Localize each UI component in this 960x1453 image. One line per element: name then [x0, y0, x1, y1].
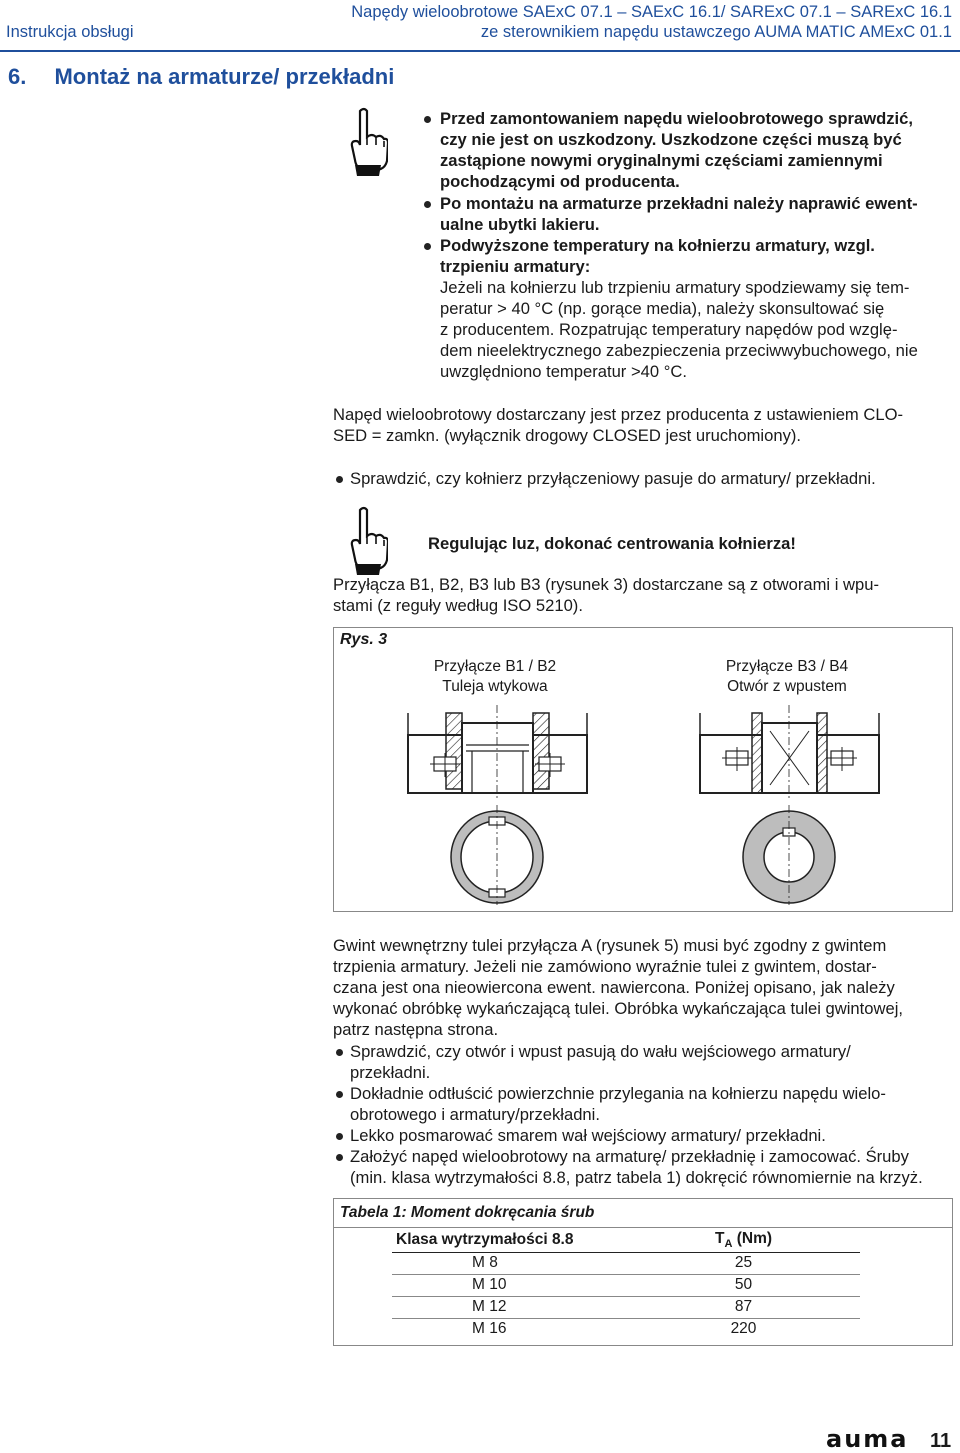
text-line: SED = zamkn. (wyłącznik drogowy CLOSED jest uruchomiony). [333, 426, 802, 445]
text-line: Sprawdzić, czy otwór i wpust pasują do wału wejściowego armatury/ [350, 1042, 851, 1061]
flange-check-bullet: Sprawdzić, czy kołnierz przyłączeniowy pasuje do armatury/ przekładni. [350, 469, 876, 488]
table-row [392, 1252, 860, 1274]
text-line: trzpienia armatury. Jeżeli nie zamówiono wyraźnie tulei z gwintem, dostar- [333, 957, 877, 976]
text-line: stami (z reguły według ISO 5210). [333, 596, 583, 615]
torque-unit: (Nm) [732, 1229, 773, 1247]
bullet-dot [336, 1091, 343, 1098]
text-line: Tuleja wtykowa [442, 678, 548, 695]
pointing-hand-icon [346, 506, 388, 576]
plug-sleeve-drawing [400, 705, 595, 905]
text-line: Napęd wieloobrotowy dostarczany jest przez producenta z ustawieniem CLO- [333, 405, 903, 424]
text-line: czana jest ona nieowiercona ewent. nawiercona. Poniżej opisano, jak należy [333, 978, 895, 997]
text-line: Otwór z wpustem [727, 678, 847, 695]
text-line: Przyłącze B1 / B2 [433, 658, 557, 675]
table-row [392, 1318, 860, 1340]
header-product-line2: ze sterownikiem napędu ustawczego AUMA MATIC AMExC 01.1 [480, 23, 952, 41]
bullet-dot [424, 201, 431, 208]
bullet-dot [424, 116, 431, 123]
table-caption: Tabela 1: Moment dokręcania śrub [340, 1204, 595, 1221]
text-line: Gwint wewnętrzny tulei przyłącza A (rysunek 5) musi być zgodny z gwintem [333, 936, 887, 955]
text-line: Po montażu na armaturze przekładni należy naprawić ewent- [440, 194, 918, 213]
text-line: uwzględniono temperatur >40 °C. [440, 362, 687, 381]
table-row [392, 1274, 860, 1296]
factory-setting-paragraph [333, 404, 903, 446]
step-check-bore [350, 1041, 851, 1083]
text-line: (min. klasa wytrzymałości 8.8, patrz tabela 1) dokręcić równomiernie na krzyż. [350, 1168, 923, 1187]
text-line: Jeżeli na kołnierzu lub trzpieniu armatury spodziewamy się tem- [440, 278, 910, 297]
text-line: dem nieelektrycznego zabezpieczenia przeciwwybuchowego, nie [440, 341, 918, 360]
bullet-dot [336, 476, 343, 483]
pointing-hand-icon [346, 107, 388, 177]
torque-value: 25 [734, 1254, 753, 1271]
table-header-row [392, 1228, 860, 1252]
text-line: pochodzącymi od producenta. [440, 172, 680, 191]
header-rule [0, 50, 960, 52]
bolt-size: M 12 [472, 1298, 507, 1315]
section-number: 6. [8, 64, 27, 89]
step-degrease [350, 1083, 886, 1125]
text-line: Lekko posmarować smarem wał wejściowy armatury/ przekładni. [350, 1126, 826, 1145]
torque-table [392, 1228, 860, 1340]
header-product-line1: Napędy wieloobrotowe SAExC 07.1 – SAExC 16.1/ SARExC 07.1 – SARExC 16.1 [351, 3, 952, 21]
bullet-dot [424, 243, 431, 250]
text-line: wykonać obróbkę wykańczającą tulei. Obróbka wykańczająca tulei gwintowej, [333, 999, 904, 1018]
text-line: z producentem. Rozpatrując temperatury napędów pod wzglę- [440, 320, 898, 339]
auma-logo: auma [826, 1425, 909, 1453]
bolt-size: M 10 [472, 1276, 507, 1293]
bore-keyway-drawing [692, 705, 887, 905]
text-line: Przyłącza B1, B2, B3 lub B3 (rysunek 3) dostarczane są z otworami i wpu- [333, 575, 879, 594]
text-line: ualne ubytki lakieru. [440, 215, 600, 234]
centering-notice: Regulując luz, dokonać centrowania kołnierza! [428, 534, 796, 553]
notice-temperature [440, 235, 918, 382]
text-line: obrotowego i armatury/przekładni. [350, 1105, 600, 1124]
notice-paint-repair [440, 193, 918, 235]
bullet-dot [336, 1154, 343, 1161]
bolt-size: M 16 [472, 1320, 507, 1338]
torque-value: 50 [734, 1276, 753, 1293]
torque-value: 87 [734, 1298, 753, 1315]
text-line: Założyć napęd wieloobrotowy na armaturę/ przekładnię i zamocować. Śruby [350, 1147, 909, 1166]
text-line: trzpieniu armatury: [440, 257, 591, 276]
torque-subscript: A [724, 1237, 733, 1250]
figure-right-caption [687, 657, 887, 697]
page-number: 11 [930, 1430, 952, 1452]
text-line: Dokładnie odtłuścić powierzchnie przylegania na kołnierzu napędu wielo- [350, 1084, 886, 1103]
step-mount [350, 1146, 923, 1188]
step-grease [350, 1125, 826, 1146]
text-line: czy nie jest on uszkodzony. Uszkodzone części muszą być [440, 130, 902, 149]
notice-damage-check [440, 108, 913, 192]
section-name: Montaż na armaturze/ przekładni [54, 64, 395, 89]
text-line: Podwyższone temperatury na kołnierzu armatury, wzgl. [440, 236, 875, 255]
table-row [392, 1296, 860, 1318]
thread-paragraph [333, 935, 903, 1040]
column-header-class: Klasa wytrzymałości 8.8 [396, 1230, 574, 1248]
bullet-dot [336, 1133, 343, 1140]
bolt-size: M 8 [472, 1254, 498, 1271]
header-doc-type: Instrukcja obsługi [6, 23, 134, 41]
text-line: patrz następna strona. [333, 1020, 499, 1039]
text-line: Przed zamontowaniem napędu wieloobrotowego sprawdzić, [440, 109, 913, 128]
torque-symbol: T [714, 1229, 725, 1247]
text-line: Przyłącze B3 / B4 [725, 658, 849, 675]
bullet-dot [336, 1049, 343, 1056]
section-title [8, 64, 394, 90]
torque-value: 220 [730, 1320, 757, 1338]
connection-types-paragraph [333, 574, 879, 616]
text-line: peratur > 40 °C (np. gorące media), należy skonsultować się [440, 299, 885, 318]
figure-label: Rys. 3 [340, 631, 388, 648]
column-header-torque [627, 1228, 860, 1252]
text-line: przekładni. [350, 1063, 431, 1082]
text-line: zastąpione nowymi oryginalnymi częściami zamiennymi [440, 151, 883, 170]
figure-left-caption [395, 657, 595, 697]
